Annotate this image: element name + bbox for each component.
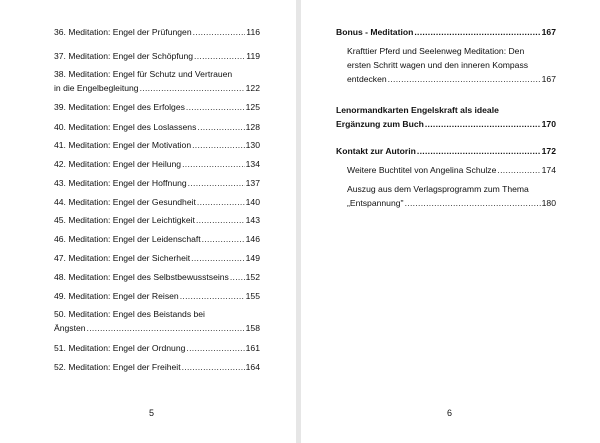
toc-entry-title: 45. Meditation: Engel der Leichtigkeit <box>54 215 195 225</box>
toc-leader-dots <box>194 49 245 63</box>
page-number: 5 <box>149 408 155 418</box>
toc-entry-page: 164 <box>245 362 260 372</box>
toc-entry-title-line: Krafttier Pferd und Seelenweg Meditation: Den <box>347 46 525 56</box>
toc-leader-dots <box>230 270 245 284</box>
toc-entry-title: 39. Meditation: Engel des Erfolges <box>54 102 185 112</box>
toc-entry-title: Kontakt zur Autorin <box>336 146 416 156</box>
toc-entry-page: 167 <box>541 27 556 37</box>
toc-entry-title-line: Lenormandkarten Engelskraft als ideale <box>336 105 499 115</box>
toc-entry-title: 51. Meditation: Engel der Ordnung <box>54 343 186 353</box>
toc-entry-title: 43. Meditation: Engel der Hoffnung <box>54 178 187 188</box>
toc-entry-title: 41. Meditation: Engel der Motivation <box>54 140 192 150</box>
toc-entry[interactable] <box>54 100 260 114</box>
right-page <box>301 0 600 443</box>
toc-entry-title: 49. Meditation: Engel der Reisen <box>54 291 179 301</box>
toc-leader-dots <box>188 176 245 190</box>
toc-leader-dots <box>186 341 244 355</box>
toc-entry-title: 42. Meditation: Engel der Heilung <box>54 159 182 169</box>
toc-entry[interactable] <box>54 67 260 95</box>
toc-entry-title: 36. Meditation: Engel der Prüfungen <box>54 27 192 37</box>
toc-entry-title: 44. Meditation: Engel der Gesundheit <box>54 197 196 207</box>
toc-entry-page: 155 <box>245 291 260 301</box>
toc-leader-dots <box>417 144 541 158</box>
toc-leader-dots <box>202 232 245 246</box>
toc-entry[interactable] <box>347 44 556 86</box>
toc-leader-dots <box>192 138 245 152</box>
toc-entry[interactable] <box>54 307 260 335</box>
toc-entry-page: 167 <box>541 74 556 84</box>
page-number: 6 <box>447 408 453 418</box>
toc-entry[interactable] <box>336 25 556 39</box>
toc-entry[interactable] <box>336 144 556 158</box>
toc-entry-title: 46. Meditation: Engel der Leidenschaft <box>54 234 201 244</box>
toc-leader-dots <box>87 321 245 335</box>
toc-entry[interactable] <box>54 360 260 374</box>
toc-entry[interactable] <box>347 163 556 177</box>
toc-entry-page: 180 <box>541 198 556 208</box>
toc-entry-page: 134 <box>245 159 260 169</box>
toc-entry[interactable] <box>54 251 260 265</box>
toc-leader-dots <box>186 100 245 114</box>
toc-leader-dots <box>191 251 245 265</box>
toc-entry[interactable] <box>54 138 260 152</box>
toc-entry-title: „Entspannung" <box>347 198 404 208</box>
toc-entry[interactable] <box>54 49 260 63</box>
toc-entry[interactable] <box>54 195 260 209</box>
toc-leader-dots <box>497 163 540 177</box>
toc-leader-dots <box>193 25 246 39</box>
toc-entry-page: 161 <box>245 343 260 353</box>
toc-leader-dots <box>140 81 245 95</box>
toc-entry[interactable] <box>336 103 556 131</box>
toc-entry[interactable] <box>54 25 260 39</box>
toc-entry-title-line: 50. Meditation: Engel des Beistands bei <box>54 309 205 319</box>
toc-leader-dots <box>197 195 245 209</box>
toc-entry-title: 40. Meditation: Engel des Loslassens <box>54 122 197 132</box>
toc-entry[interactable] <box>54 341 260 355</box>
toc-entry-title-line: ersten Schritt wagen und den inneren Kompass <box>347 60 529 70</box>
toc-entry-page: 170 <box>541 119 556 129</box>
toc-entry[interactable] <box>54 176 260 190</box>
toc-leader-dots <box>197 120 244 134</box>
toc-entry-page: 119 <box>246 51 260 61</box>
toc-entry-title: Ergänzung zum Buch <box>336 119 424 129</box>
toc-entry-page: 172 <box>541 146 556 156</box>
toc-entry[interactable] <box>54 120 260 134</box>
toc-leader-dots <box>414 25 540 39</box>
toc-entry-title: entdecken <box>347 74 387 84</box>
toc-entry-page: 125 <box>245 102 260 112</box>
toc-entry-page: 128 <box>245 122 260 132</box>
toc-entry-page: 130 <box>245 140 260 150</box>
toc-entry-title: Ängsten <box>54 323 86 333</box>
toc-entry-page: 140 <box>245 197 260 207</box>
toc-entry-page: 143 <box>245 215 260 225</box>
toc-entry[interactable] <box>54 157 260 171</box>
toc-leader-dots <box>405 196 541 210</box>
toc-leader-dots <box>388 72 541 86</box>
toc-leader-dots <box>196 213 245 227</box>
toc-entry-page: 122 <box>245 83 260 93</box>
toc-entry[interactable] <box>347 182 556 210</box>
toc-entry-page: 146 <box>245 234 260 244</box>
toc-entry-title: in die Engelbegleitung <box>54 83 139 93</box>
toc-entry-page: 137 <box>245 178 260 188</box>
toc-entry-title: Bonus - Meditation <box>336 27 414 37</box>
toc-leader-dots <box>182 157 245 171</box>
toc-entry-title: 47. Meditation: Engel der Sicherheit <box>54 253 191 263</box>
toc-entry-title-line: 38. Meditation: Engel für Schutz und Vertrauen <box>54 69 233 79</box>
toc-entry[interactable] <box>54 270 260 284</box>
toc-leader-dots <box>180 289 245 303</box>
left-page <box>0 0 296 443</box>
toc-entry-page: 149 <box>245 253 260 263</box>
toc-entry[interactable] <box>54 232 260 246</box>
toc-entry-title-line: Auszug aus dem Verlagsprogramm zum Thema <box>347 184 529 194</box>
toc-entry-page: 152 <box>245 272 260 282</box>
toc-entry-title: 37. Meditation: Engel der Schöpfung <box>54 51 194 61</box>
toc-entry-title: Weitere Buchtitel von Angelina Schulze <box>347 165 497 175</box>
toc-entry-title: 52. Meditation: Engel der Freiheit <box>54 362 181 372</box>
toc-entry[interactable] <box>54 289 260 303</box>
toc-entry-page: 158 <box>245 323 260 333</box>
toc-entry-title: 48. Meditation: Engel des Selbstbewusstseins <box>54 272 229 282</box>
toc-entry-page: 116 <box>246 27 260 37</box>
toc-entry-page: 174 <box>541 165 556 175</box>
toc-leader-dots <box>182 360 245 374</box>
toc-entry[interactable] <box>54 213 260 227</box>
toc-leader-dots <box>425 117 541 131</box>
